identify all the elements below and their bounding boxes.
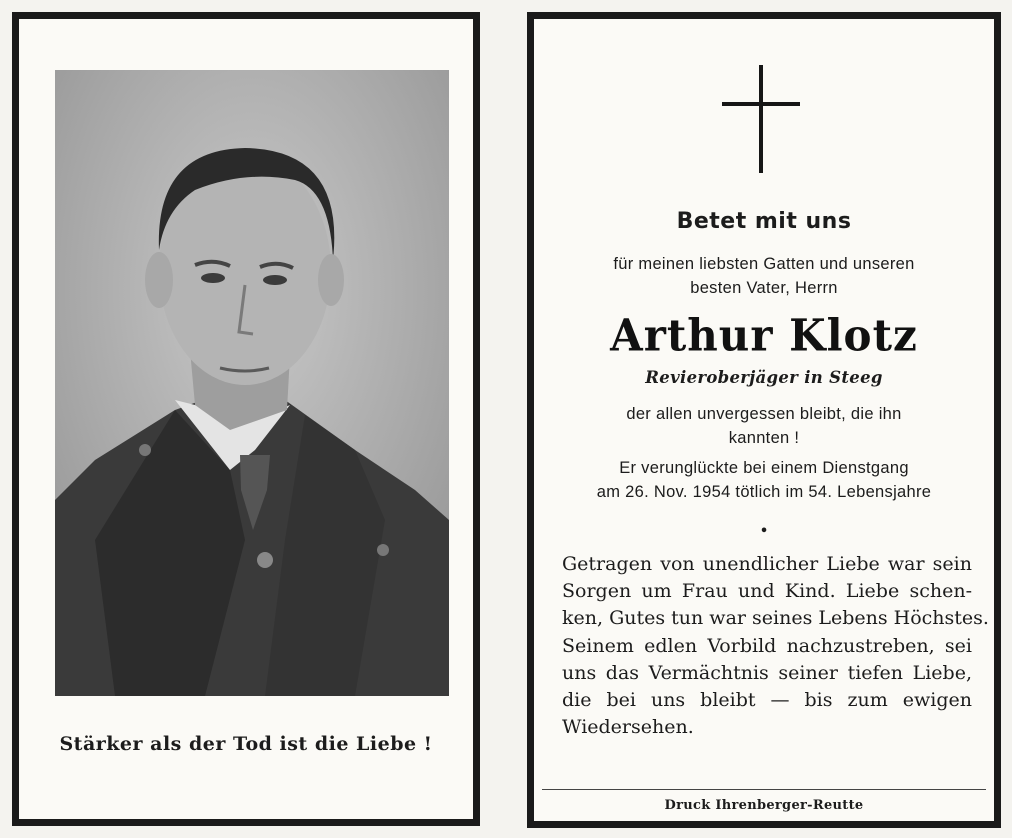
deceased-name: Arthur Klotz [610,309,918,362]
remember-line-1: der allen unvergessen bleibt, die ihn [626,405,902,423]
separator-dot: • [759,524,769,539]
poem-line: ken, Gutes tun war seines Lebens Höchstes. [562,607,989,630]
portrait-illustration [55,70,449,696]
divider [542,789,986,790]
poem-line: Getragen von unendlicher Liebe war sein [562,553,972,575]
poem-line: Seinem edlen Vorbild nachzustreben, sei [562,634,972,657]
intro-line-2: besten Vater, Herrn [690,279,838,297]
poem-line: die bei uns bleibt — bis zum ewigen [562,689,972,712]
poem [562,551,989,741]
printer-credit: Druck Ihrenberger-Reutte [664,798,864,813]
intro-line-1: für meinen liebsten Gatten und unseren [613,255,915,273]
heading: Betet mit uns [676,209,852,234]
poem-line: Sorgen um Frau und Kind. Liebe schen- [562,580,972,603]
portrait-photo [55,70,449,696]
remember-line-2: kannten ! [728,429,800,447]
accident-line-1: Er verunglückte bei einem Dienstgang [619,459,909,477]
motto: Stärker als der Tod ist die Liebe ! [59,733,433,755]
memorial-card-left [12,12,480,826]
rank-title: Revieroberjäger in Steeg [645,368,883,387]
accident-line-2: am 26. Nov. 1954 tötlich im 54. Lebensjahre [596,483,932,501]
cross-icon [722,65,802,175]
memorial-card-right [527,12,1001,828]
poem-line: Wiedersehen. [562,716,694,739]
poem-line: uns das Vermächtnis seiner tiefen Liebe, [562,661,972,684]
